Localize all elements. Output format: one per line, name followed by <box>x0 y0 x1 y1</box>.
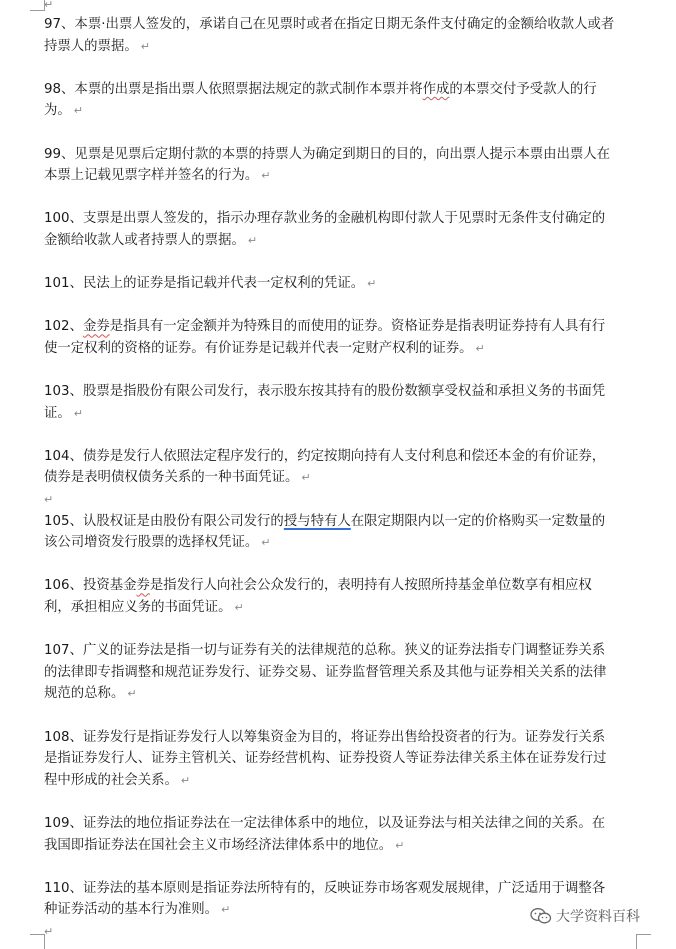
empty-paragraph <box>44 791 616 813</box>
paragraph-107: 107、广义的证券法是指一切与证券有关的法律规范的总称。狭义的证券法指专门调整证券关系的法律即专指调整和规范证券发行、证券交易、证券监督管理关系及其他与证券相关关系的法律规范的总称。 ↵ <box>44 643 607 702</box>
page-corner-mark <box>30 934 45 949</box>
page-corner-mark <box>636 934 651 949</box>
empty-paragraph <box>44 122 616 144</box>
empty-paragraph <box>44 554 616 576</box>
paragraph-110: 110、证券法的基本原则是指证券法所特有的，反映证券市场客观发展规律，广泛适用于调整各种证券活动的基本行为准则。 ↵ <box>44 880 606 918</box>
empty-paragraph <box>44 424 616 446</box>
spellcheck-flagged-word: 券 <box>136 578 150 594</box>
empty-paragraph <box>44 252 616 274</box>
grammar-flagged-phrase: 授与特有人 <box>283 513 351 529</box>
paragraph-99: 99、见票是见票后定期付款的本票的持票人为确定到期日的目的，向出票人提示本票由出票人在本票上记载见票字样并签名的行为。 ↵ <box>44 146 611 184</box>
empty-paragraph <box>44 705 616 727</box>
spellcheck-flagged-word: 作成 <box>422 81 450 97</box>
paragraph-97: 97、本票·出票人签发的，承诺自己在见票时或者在指定日期无条件支付确定的金额给收款人或者持票人的票据。 ↵ <box>44 17 615 54</box>
wechat-icon <box>530 907 552 925</box>
paragraph-103: 103、股票是指股份有限公司发行，表示股东按其持有的股份数额享受权益和承担义务的书面凭证。 ↵ <box>44 384 606 421</box>
page-corner-mark <box>30 0 45 11</box>
empty-paragraph <box>44 57 616 79</box>
paragraph-105: 105、认股权证是由股份有限公司发行的授与特有人在限定期限内以一定的价格购买一定数量的该公司增资发行股票的选择权凭证。 ↵ <box>44 513 606 551</box>
paragraph-109: 109、证券法的地位指证券法在一定法律体系中的地位，以及证券法与相关法律之间的关系。在我国即指证券法在国社会主义市场经济法律体系中的地位。 ↵ <box>44 815 606 853</box>
empty-paragraph <box>44 856 616 878</box>
paragraph-108: 108、证券发行是指证券发行人以筹集资金为目的，将证券出售给投资者的行为。证券发行关系是指证券发行人、证券主管机关、证券经营机构、证券投资人等证券法律关系主体在证券发行过程中形成的社会关系。 ↵ <box>44 729 607 788</box>
empty-paragraph: ↵ <box>44 493 54 507</box>
paragraph-104: 104、债券是发行人依照法定程序发行的，约定按期向持有人支付利息和偿还本金的有价证券，债券是表明债权债务关系的一种书面凭证。 ↵ <box>44 448 606 486</box>
empty-paragraph: ↵ <box>44 0 54 11</box>
empty-paragraph <box>44 295 616 317</box>
paragraph-102: 102、金券是指具有一定金额并为特殊目的而使用的证券。资格证券是指表明证券持有人具有行使一定权利的资格的证券。有价证券是记载并代表一定财产权利的证券。 ↵ <box>44 319 606 356</box>
paragraph-100: 100、支票是出票人签发的，指示办理存款业务的金融机构即付款人于见票时无条件支付确定的金额给收款人或者持票人的票据。 ↵ <box>44 211 606 248</box>
empty-paragraph <box>44 187 616 209</box>
watermark-text: 大学资料百科 <box>556 909 640 925</box>
paragraph-106: 106、投资基金券是指发行人向社会公众发行的，表明持有人按照所持基金单位数享有相应权利，承担相应义务的书面凭证。 ↵ <box>44 578 592 616</box>
empty-paragraph <box>44 619 616 641</box>
document-body[interactable] <box>44 0 616 943</box>
watermark <box>526 904 644 928</box>
paragraph-101: 101、民法上的证券是指记载并代表一定权利的凭证。 ↵ <box>44 276 377 292</box>
paragraph-98: 98、本票的出票是指出票人依照票据法规定的款式制作本票并将作成的本票交付予受款人的行为。 ↵ <box>44 81 597 119</box>
spellcheck-flagged-word: 金券 <box>82 319 110 335</box>
empty-paragraph: ↵ <box>44 924 54 938</box>
empty-paragraph <box>44 360 616 382</box>
